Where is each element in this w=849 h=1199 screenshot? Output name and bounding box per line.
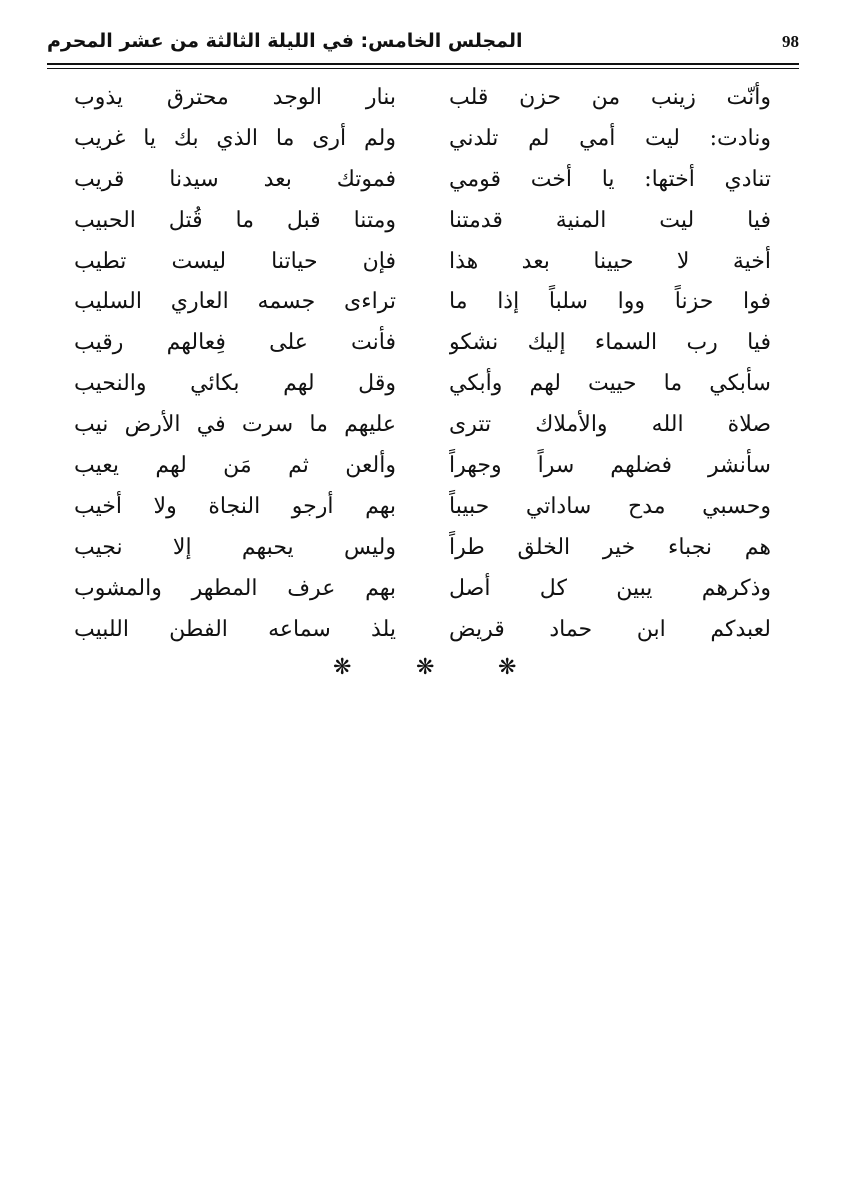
section-ornaments bbox=[0, 655, 849, 679]
verse bbox=[47, 284, 799, 325]
verse bbox=[47, 571, 799, 612]
verse-first-hemistich: فوا حزناً ووا سلباً إذا ما bbox=[449, 289, 771, 315]
verse-second-hemistich: وقل لهم بكائي والنحيب bbox=[74, 371, 396, 397]
verse bbox=[47, 121, 799, 162]
verse bbox=[47, 162, 799, 203]
verse bbox=[47, 203, 799, 244]
header-rule-thick bbox=[47, 63, 799, 65]
page-number: 98 bbox=[782, 32, 799, 51]
verse-second-hemistich: ومتنا قبل ما قُتل الحبيب bbox=[74, 207, 396, 233]
verse bbox=[47, 489, 799, 530]
verse bbox=[47, 80, 799, 121]
star-ornament-icon: ❋ bbox=[498, 655, 517, 680]
verse-first-hemistich: هم نجباء خير الخلق طراً bbox=[449, 534, 771, 560]
verse-second-hemistich: ولم أرى ما الذي بك يا غريب bbox=[74, 125, 396, 151]
verse-second-hemistich: فأنت على فِعالهم رقيب bbox=[74, 330, 396, 356]
verse-first-hemistich: سأنشر فضلهم سراً وجهراً bbox=[449, 453, 771, 479]
verse bbox=[47, 366, 799, 407]
verse-second-hemistich: فموتك بعد سيدنا قريب bbox=[74, 166, 396, 192]
verse-first-hemistich: وحسبي مدح ساداتي حبيباً bbox=[449, 493, 771, 519]
verse-second-hemistich: عليهم ما سرت في الأرض نيب bbox=[74, 412, 396, 438]
verse-first-hemistich: تنادي أختها: يا أخت قومي bbox=[449, 166, 771, 192]
verse-second-hemistich: بهم عرف المطهر والمشوب bbox=[74, 575, 396, 601]
verse-second-hemistich: بهم أرجو النجاة ولا أخيب bbox=[74, 493, 396, 519]
verse-second-hemistich: وألعن ثم مَن لهم يعيب bbox=[74, 453, 396, 479]
verse-first-hemistich: وأنّت زينب من حزن قلب bbox=[449, 85, 771, 110]
star-ornament-icon: ❋ bbox=[416, 655, 435, 680]
verse bbox=[47, 325, 799, 366]
verse-second-hemistich: بنار الوجد محترق يذوب bbox=[74, 85, 396, 110]
verse-first-hemistich: ونادت: ليت أمي لم تلدني bbox=[449, 125, 771, 151]
star-ornament-icon: ❋ bbox=[333, 655, 352, 680]
verse bbox=[47, 244, 799, 285]
verse-second-hemistich: فإن حياتنا ليست تطيب bbox=[74, 248, 396, 274]
page-header bbox=[47, 30, 799, 62]
verse bbox=[47, 448, 799, 489]
verse-first-hemistich: صلاة الله والأملاك تترى bbox=[449, 412, 771, 438]
verse-second-hemistich: تراءى جسمه العاري السليب bbox=[74, 289, 396, 315]
verse-first-hemistich: أخية لا حيينا بعد هذا bbox=[449, 248, 771, 274]
verse bbox=[47, 407, 799, 448]
verse-second-hemistich: يلذ سماعه الفطن اللبيب bbox=[74, 616, 396, 642]
running-title: المجلس الخامس: في الليلة الثالثة من عشر المحرم bbox=[47, 30, 523, 52]
verse-first-hemistich: سأبكي ما حييت لهم وأبكي bbox=[449, 371, 771, 397]
verse-first-hemistich: فيا ليت المنية قدمتنا bbox=[449, 207, 771, 233]
verse-first-hemistich: فيا رب السماء إليك نشكو bbox=[449, 330, 771, 356]
verse-first-hemistich: لعبدكم ابن حماد قريض bbox=[449, 616, 771, 642]
header-rule-thin bbox=[47, 68, 799, 69]
verse bbox=[47, 530, 799, 571]
verse bbox=[47, 612, 799, 653]
poem bbox=[47, 80, 799, 652]
verse-second-hemistich: وليس يحبهم إلا نجيب bbox=[74, 534, 396, 560]
verse-first-hemistich: وذكرهم يبين كل أصل bbox=[449, 575, 771, 601]
